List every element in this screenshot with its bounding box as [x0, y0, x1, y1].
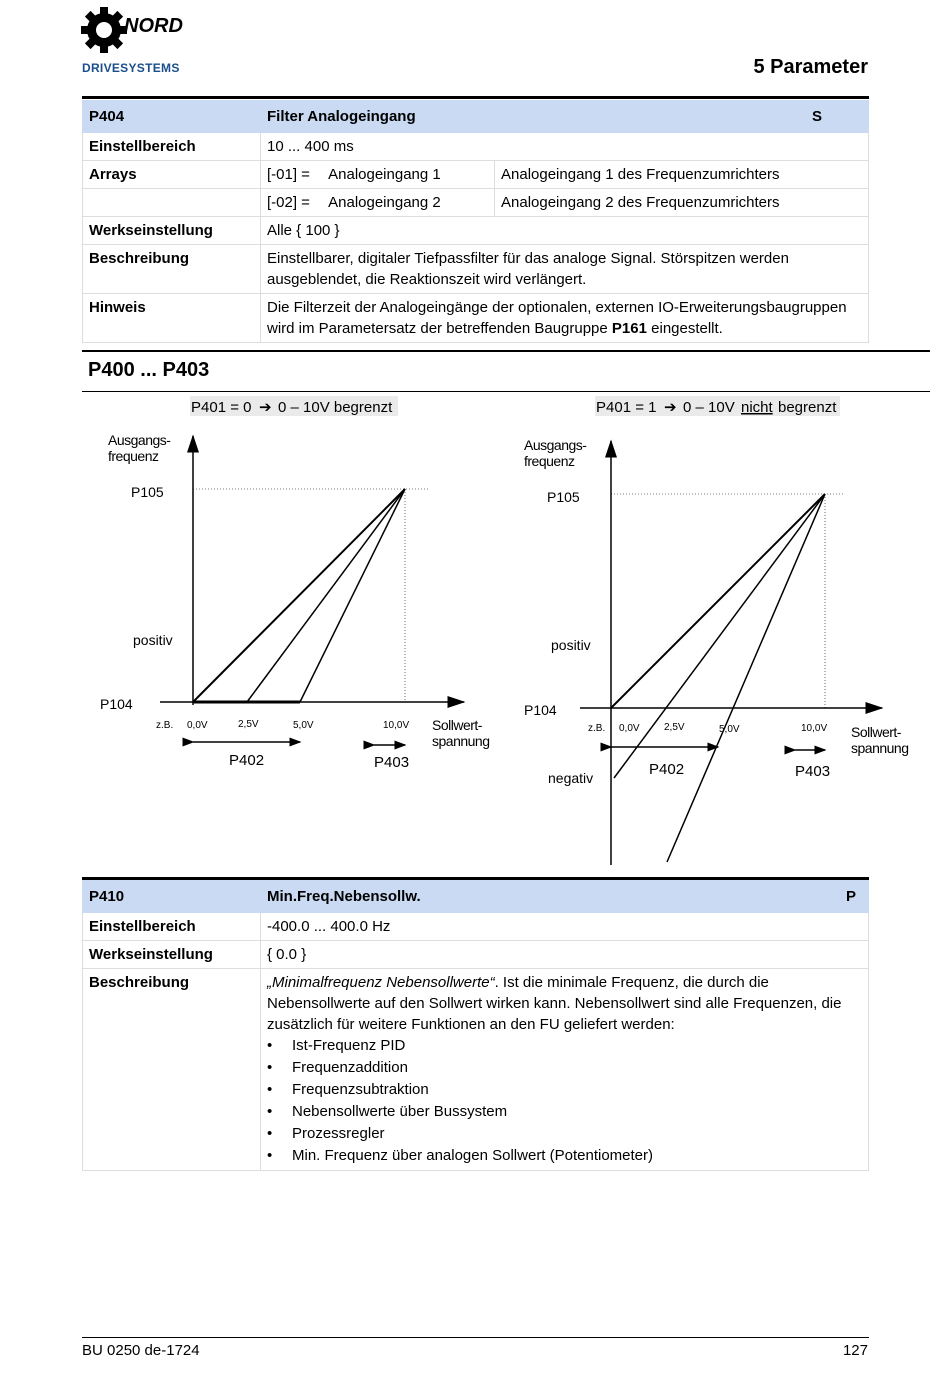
list-item: • Prozessregler [267, 1123, 862, 1145]
row-label: Beschreibung [83, 245, 261, 294]
positiv-label: positiv [551, 637, 591, 653]
row-label: Hinweis [83, 294, 261, 343]
p105-label: P105 [131, 484, 164, 500]
curve-offset-2-5v [247, 489, 405, 702]
section-title: P400 ... P403 [88, 359, 210, 381]
description-body: . Ist die minimale Frequenz, die durch die Nebensollwerte auf den Sollwert wirken kann. Nebensollwert sind alle Frequenzen, die zusätzlich für weitere Funktionen an den FU geliefert werden: [267, 974, 842, 1033]
table-row [83, 245, 869, 294]
row-value: { 0.0 } [261, 941, 869, 969]
tick-5v: 5,0V [293, 720, 314, 731]
frequency-diagrams [0, 392, 950, 872]
p105-label: P105 [547, 489, 580, 505]
tick-2-5v: 2,5V [664, 722, 685, 733]
header-rule [82, 96, 869, 99]
list-item: • Nebensollwerte über Bussystem [267, 1101, 862, 1123]
caption-right-a: P401 = 1 [596, 399, 657, 416]
array-index: [-02] = [267, 194, 310, 211]
y-axis-label-1: Ausgangs- [108, 432, 171, 448]
curve-offset-5v [667, 494, 828, 862]
row-label: Einstellbereich [83, 133, 261, 161]
array-name: Analogeingang 2 [328, 194, 441, 211]
array-entry [261, 189, 495, 217]
table-row [83, 913, 869, 941]
table-row [83, 217, 869, 245]
caption-left-a: P401 = 0 [191, 399, 252, 416]
p403-label: P403 [795, 763, 831, 780]
logo-wordmark: NORD [124, 15, 183, 37]
footer-doc-id: BU 0250 de-1724 [82, 1342, 200, 1359]
table-row [83, 133, 869, 161]
tick-10v: 10,0V [383, 720, 410, 731]
p402-label: P402 [229, 752, 265, 769]
table-header-row [83, 881, 869, 913]
tick-2-5v: 2,5V [238, 719, 259, 730]
array-entry [261, 161, 495, 189]
bullet-list [267, 1035, 862, 1167]
negativ-label: negativ [548, 770, 594, 786]
row-value: -400.0 ... 400.0 Hz [261, 913, 869, 941]
p403-label: P403 [374, 754, 410, 771]
row-value: 10 ... 400 ms [261, 133, 869, 161]
caption-right-b: 0 – 10V [683, 399, 735, 416]
param-name-cell [261, 881, 869, 913]
param-flag: P [845, 888, 856, 905]
caption-right-underlined: nicht [741, 399, 773, 416]
curve-offset-2-5v [614, 494, 828, 778]
x-axis-label-1: Sollwert- [851, 724, 901, 740]
p410-table [82, 880, 869, 1171]
page-number: 127 [842, 1342, 868, 1359]
diagram-left [100, 396, 490, 771]
array-index: [-01] = [267, 166, 310, 183]
list-item: • Ist-Frequenz PID [267, 1035, 862, 1057]
positiv-label: positiv [133, 632, 173, 648]
param-name: Min.Freq.Nebensollw. [267, 888, 421, 905]
array-name: Analogeingang 1 [328, 166, 441, 183]
chapter-title: 5 Parameter [753, 56, 868, 78]
list-item: • Min. Frequenz über analogen Sollwert (Potentiometer) [267, 1145, 862, 1167]
row-value: Alle { 100 } [261, 217, 869, 245]
row-value [261, 294, 869, 343]
y-axis-label-2: frequenz [524, 453, 575, 469]
array-desc: Analogeingang 1 des Frequenzumrichters [495, 161, 869, 189]
hinweis-tail: eingestellt. [651, 320, 723, 337]
row-label: Einstellbereich [83, 913, 261, 941]
array-desc: Analogeingang 2 des Frequenzumrichters [495, 189, 869, 217]
table-row [83, 189, 869, 217]
footer-rule [82, 1337, 869, 1338]
param-id: P410 [83, 881, 261, 913]
caption-left-arrow: ➔ [259, 399, 272, 416]
tick-10v: 10,0V [801, 723, 828, 734]
p402-label: P402 [649, 761, 685, 778]
x-axis-label-2: spannung [432, 733, 490, 749]
row-label: Beschreibung [83, 969, 261, 1171]
x-axis-label-1: Sollwert- [432, 717, 482, 733]
row-label: Werkseinstellung [83, 217, 261, 245]
tick-0v: 0,0V [187, 720, 208, 731]
curve-no-offset [193, 489, 405, 702]
caption-right-c: begrenzt [778, 399, 837, 416]
table-row [83, 294, 869, 343]
row-value [261, 969, 869, 1171]
zb-label: z.B. [156, 720, 174, 731]
table-header-row [83, 101, 869, 133]
caption-left-b: 0 – 10V begrenzt [278, 399, 393, 416]
caption-right-arrow: ➔ [664, 399, 677, 416]
x-axis-label-2: spannung [851, 740, 909, 756]
y-axis-label-1: Ausgangs- [524, 437, 587, 453]
table-row [83, 941, 869, 969]
param-name: Filter Analogeingang [267, 108, 416, 125]
empty-cell [83, 189, 261, 217]
row-label: Arrays [83, 161, 261, 189]
list-item: • Frequenzaddition [267, 1057, 862, 1079]
p104-label: P104 [524, 702, 557, 718]
y-axis-label-2: frequenz [108, 448, 159, 464]
tick-0v: 0,0V [619, 723, 640, 734]
description-italic: „Minimalfrequenz Nebensollwerte“ [267, 974, 495, 991]
list-item: • Frequenzsubtraktion [267, 1079, 862, 1101]
p404-table [82, 100, 869, 343]
param-flag: S [811, 108, 822, 125]
tick-5v: 5,0V [719, 724, 740, 735]
diagram-right [524, 396, 909, 865]
row-label: Werkseinstellung [83, 941, 261, 969]
p104-label: P104 [100, 696, 133, 712]
table-row [83, 161, 869, 189]
param-name-cell [261, 101, 869, 133]
table-row [83, 969, 869, 1171]
section-rule-top [82, 350, 930, 352]
hinweis-text: Die Filterzeit der Analogeingänge der optionalen, externen IO-Erweiterungsbaugruppen wird im Parametersatz der betreffenden Baugruppe [267, 299, 847, 337]
row-value: Einstellbarer, digitaler Tiefpassfilter für das analoge Signal. Störspitzen werden ausgeblendet, die Reaktionszeit wird verlängert. [261, 245, 869, 294]
curve-offset-5v [300, 489, 405, 702]
param-id: P404 [83, 101, 261, 133]
curve-overlay [611, 494, 825, 708]
zb-label: z.B. [588, 723, 606, 734]
description-text [267, 972, 862, 1035]
logo-subtitle: DRIVESYSTEMS [82, 61, 180, 75]
hinweis-param-ref: P161 [611, 320, 647, 337]
